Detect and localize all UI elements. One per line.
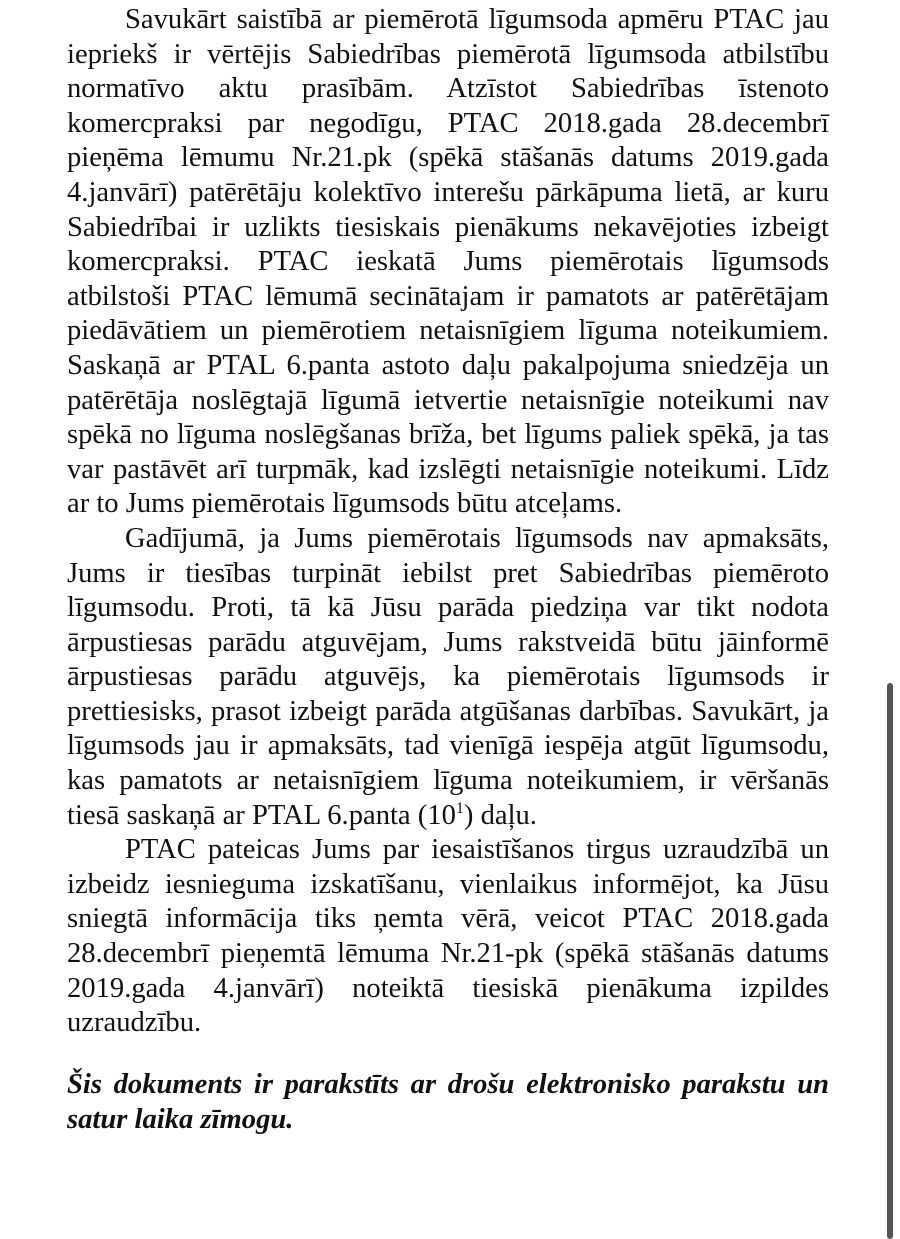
paragraph-rights-text-end: ) daļu.: [463, 799, 537, 831]
paragraph-closing-statement: PTAC pateicas Jums par iesaistīšanos tirgus uzraudzībā un izbeidz iesnieguma izskatīšanu, vienlaikus informējot, ka Jūsu sniegtā informācija tiks ņemta vērā, veicot PTAC 2018.gada 28.decembrī pieņemtā lēmuma Nr.21-pk (spēkā stāšanās datums 2019.gada 4.janvārī) noteiktā tiesiskā pienākuma izpildes uzraudzību.: [67, 834, 829, 1039]
paragraph-contractual-penalty-assessment: Savukārt saistībā ar piemērotā līgumsoda apmēru PTAC jau iepriekš ir vērtējis Sabiedrības piemērotā līgumsoda atbilstību normatīvo aktu prasībām. Atzīstot Sabiedrības īstenoto komercpraksi par negodīgu, PTAC 2018.gada 28.decembrī pieņēma lēmumu Nr.21.pk (spēkā stāšanās datums 2019.gada 4.janvārī) patērētāju kolektīvo interešu pārkāpuma lietā, ar kuru Sabiedrībai ir uzlikts tiesiskais pienākums nekavējoties izbeigt komercpraksi. PTAC ieskatā Jums piemērotais līgumsods atbilstoši PTAC lēmumā secinātajam ir pamatots ar patērētājam piedāvātiem un piemērotiem netaisnīgiem līguma noteikumiem. Saskaņā ar PTAL 6.panta astoto daļu pakalpojuma sniedzēja un patērētāja noslēgtajā līgumā ietvertie netaisnīgie noteikumi nav spēkā no līguma noslēgšanas brīža, bet līgums paliek spēkā, ja tas var pastāvēt arī turpmāk, kad izslēgti netaisnīgie noteikumi. Līdz ar to Jums piemērotais līgumsods būtu atceļams.: [67, 4, 829, 520]
signature-notice: Šis dokuments ir parakstīts ar drošu elektronisko parakstu un satur laika zīmogu.: [67, 1068, 829, 1135]
document-body: [67, 3, 829, 1137]
vertical-scrollbar[interactable]: [887, 683, 893, 1239]
paragraph-rights-to-object: [67, 522, 829, 833]
paragraph-rights-text: Gadījumā, ja Jums piemērotais līgumsods nav apmaksāts, Jums ir tiesības turpināt iebilst pret Sabiedrības piemēroto līgumsodu. Proti, tā kā Jūsu parāda piedziņa var tikt nodota ārpustiesas parādu atguvējam, Jums rakstveidā būtu jāinformē ārpustiesas parādu atguvējs, ka piemērotais līgumsods ir prettiesisks, prasot izbeigt parāda atgūšanas darbības. Savukārt, ja līgumsods jau ir apmaksāts, tad vienīgā iespēja atgūt līgumsodu, kas pamatots ar netaisnīgiem līguma noteikumiem, ir vēršanās tiesā saskaņā ar PTAL 6.panta (10: [67, 522, 829, 831]
superscript-marker: 1: [455, 799, 464, 817]
